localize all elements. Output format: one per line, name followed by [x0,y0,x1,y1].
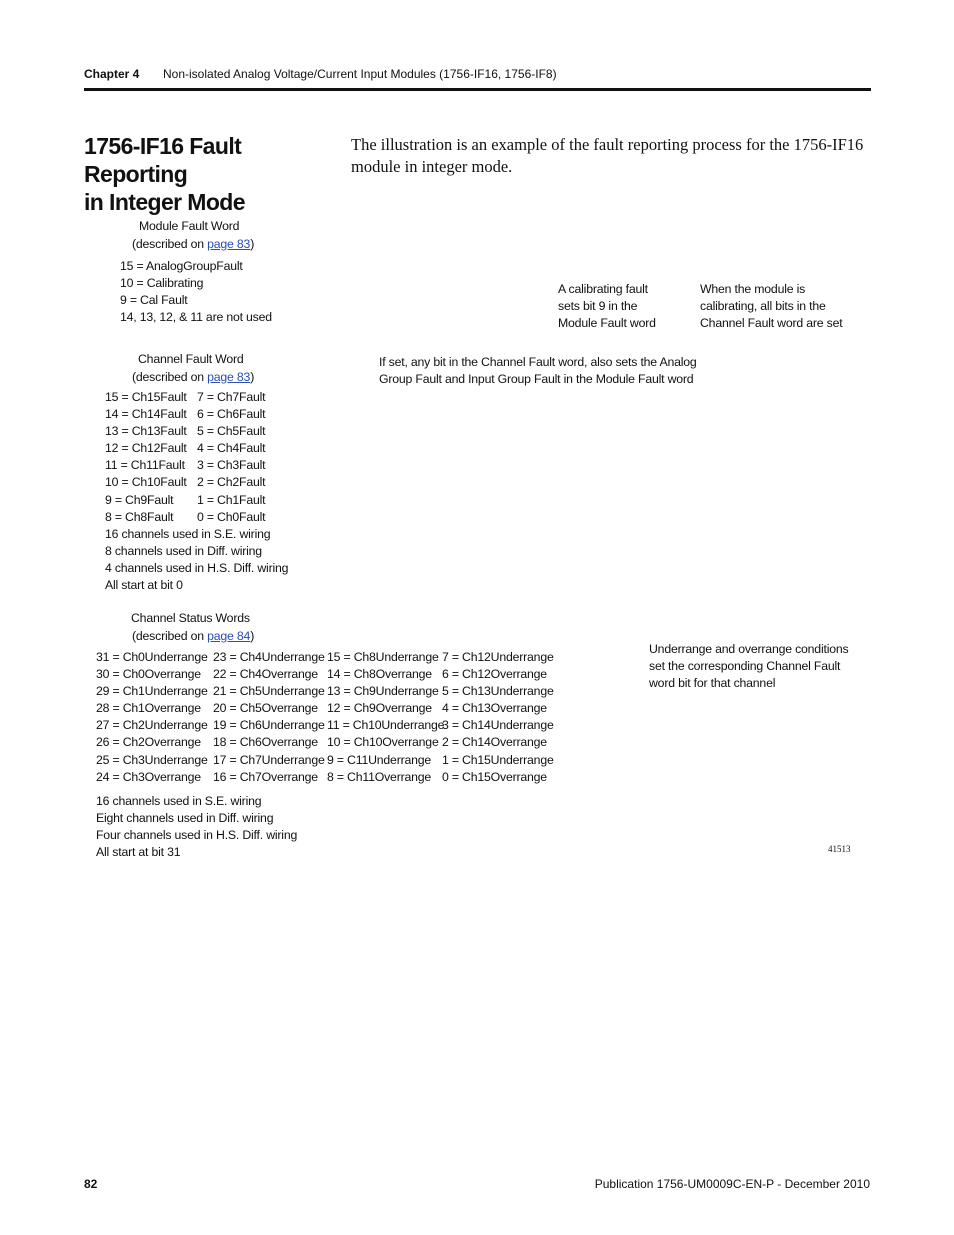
note-line: Channel Fault word are set [700,316,843,331]
list-item: 6 = Ch12Overrange [442,667,547,682]
page-number: 82 [84,1177,98,1191]
note-line: Underrange and overrange conditions [649,642,849,656]
list-item: 5 = Ch5Fault [197,424,266,439]
list-item: 19 = Ch6Underrange [213,718,325,733]
figure-id: 41513 [828,844,851,854]
note-line: word bit for that channel [649,676,776,691]
list-item: 11 = Ch11Fault [105,458,185,473]
list-item: 3 = Ch14Underrange [442,718,554,733]
list-item: 28 = Ch1Overrange [96,701,201,716]
note-line: Group Fault and Input Group Fault in the Module Fault word [379,372,694,387]
channel-status-words-title: Channel Status Words [131,611,250,625]
list-item: 14 = Ch14Fault [105,407,187,422]
list-item: Four channels used in H.S. Diff. wiring [96,828,298,843]
list-item: 25 = Ch3Underrange [96,752,208,767]
described-suffix: ) [250,629,255,643]
channel-fault-word-title: Channel Fault Word [138,352,244,366]
list-item: 8 = Ch11Overrange [327,769,432,784]
page-link[interactable]: page 83 [207,370,251,384]
list-item: 15 = Ch8Underrange [327,650,439,664]
list-item: 11 = Ch10Underrange [327,718,445,733]
page-link[interactable]: page 84 [207,629,251,643]
list-item: 17 = Ch7Underrange [213,752,325,767]
list-item: 21 = Ch5Underrange [213,684,325,699]
list-item: 7 = Ch12Underrange [442,650,554,664]
list-item: 26 = Ch2Overrange [96,735,201,750]
note-line: sets bit 9 in the [558,299,638,314]
list-item: 12 = Ch9Overrange [327,701,432,716]
list-item: 10 = Ch10Fault [105,475,187,490]
list-item: 4 channels used in H.S. Diff. wiring [105,560,289,575]
list-item: 4 = Ch4Fault [197,441,266,456]
list-item: 7 = Ch7Fault [197,390,266,404]
list-item: 9 = C11Underrange [327,752,432,767]
described-prefix: (described on [132,629,208,643]
list-item: 30 = Ch0Overrange [96,667,201,682]
list-item: 6 = Ch6Fault [197,407,266,422]
list-item: 20 = Ch5Overrange [213,701,318,716]
list-item: 24 = Ch3Overrange [96,769,201,784]
list-item: 2 = Ch14Overrange [442,735,547,750]
list-item: 4 = Ch13Overrange [442,701,547,716]
list-item: 3 = Ch3Fault [197,458,266,473]
list-item: 22 = Ch4Overrange [213,667,318,682]
list-item: 5 = Ch13Underrange [442,684,554,699]
list-item: 14 = Ch8Overrange [327,667,432,682]
list-item: 1 = Ch1Fault [197,492,266,507]
note-line: A calibrating fault [558,282,648,296]
list-item: 27 = Ch2Underrange [96,718,208,733]
list-item: 0 = Ch0Fault [197,509,266,524]
described-suffix: ) [250,237,255,251]
module-fault-word-title: Module Fault Word [139,219,240,233]
page-link[interactable]: page 83 [207,237,251,251]
list-item: 18 = Ch6Overrange [213,735,318,750]
list-item: 29 = Ch1Underrange [96,684,208,699]
list-item: 31 = Ch0Underrange [96,650,208,664]
note-line: calibrating, all bits in the [700,299,826,314]
list-item: 0 = Ch15Overrange [442,769,547,784]
list-item: 1 = Ch15Underrange [442,752,554,767]
list-item: 2 = Ch2Fault [197,475,266,490]
list-item: 14, 13, 12, & 11 are not used [120,310,272,325]
list-item: 8 channels used in Diff. wiring [105,543,262,558]
list-item: 16 = Ch7Overrange [213,769,318,784]
list-item: 8 = Ch8Fault [105,509,174,524]
list-item: All start at bit 0 [105,578,183,593]
list-item: 16 channels used in S.E. wiring [105,526,271,541]
list-item: 9 = Cal Fault [120,293,188,308]
note-line: If set, any bit in the Channel Fault word, also sets the Analog [379,355,697,369]
list-item: 12 = Ch12Fault [105,441,187,456]
list-item: 13 = Ch13Fault [105,424,187,439]
list-item: 10 = Calibrating [120,276,204,291]
publication-info: Publication 1756-UM0009C-EN-P - December 2010 [594,1177,870,1191]
list-item: Eight channels used in Diff. wiring [96,811,274,826]
list-item: 13 = Ch9Underrange [327,684,439,699]
chapter-label: Chapter 4 [84,67,140,81]
note-line: set the corresponding Channel Fault [649,659,841,674]
list-item: 9 = Ch9Fault [105,492,174,507]
described-prefix: (described on [132,237,208,251]
list-item: 15 = Ch15Fault [105,390,187,404]
described-suffix: ) [250,370,255,384]
list-item: 23 = Ch4Underrange [213,650,325,664]
list-item: 16 channels used in S.E. wiring [96,794,262,808]
section-title-line1: 1756-IF16 Fault Reporting [84,133,242,187]
described-prefix: (described on [132,370,208,384]
list-item: 15 = AnalogGroupFault [120,259,243,273]
section-title-line2: in Integer Mode [84,189,245,215]
intro-paragraph: The illustration is an example of the fault reporting process for the 1756-IF16 module in integer mode. [351,135,864,176]
chapter-title: Non-isolated Analog Voltage/Current Input Modules (1756-IF16, 1756-IF8) [163,67,557,81]
list-item: 10 = Ch10Overrange [327,735,439,750]
list-item: All start at bit 31 [96,845,181,860]
note-line: Module Fault word [558,316,656,331]
note-line: When the module is [700,282,806,296]
